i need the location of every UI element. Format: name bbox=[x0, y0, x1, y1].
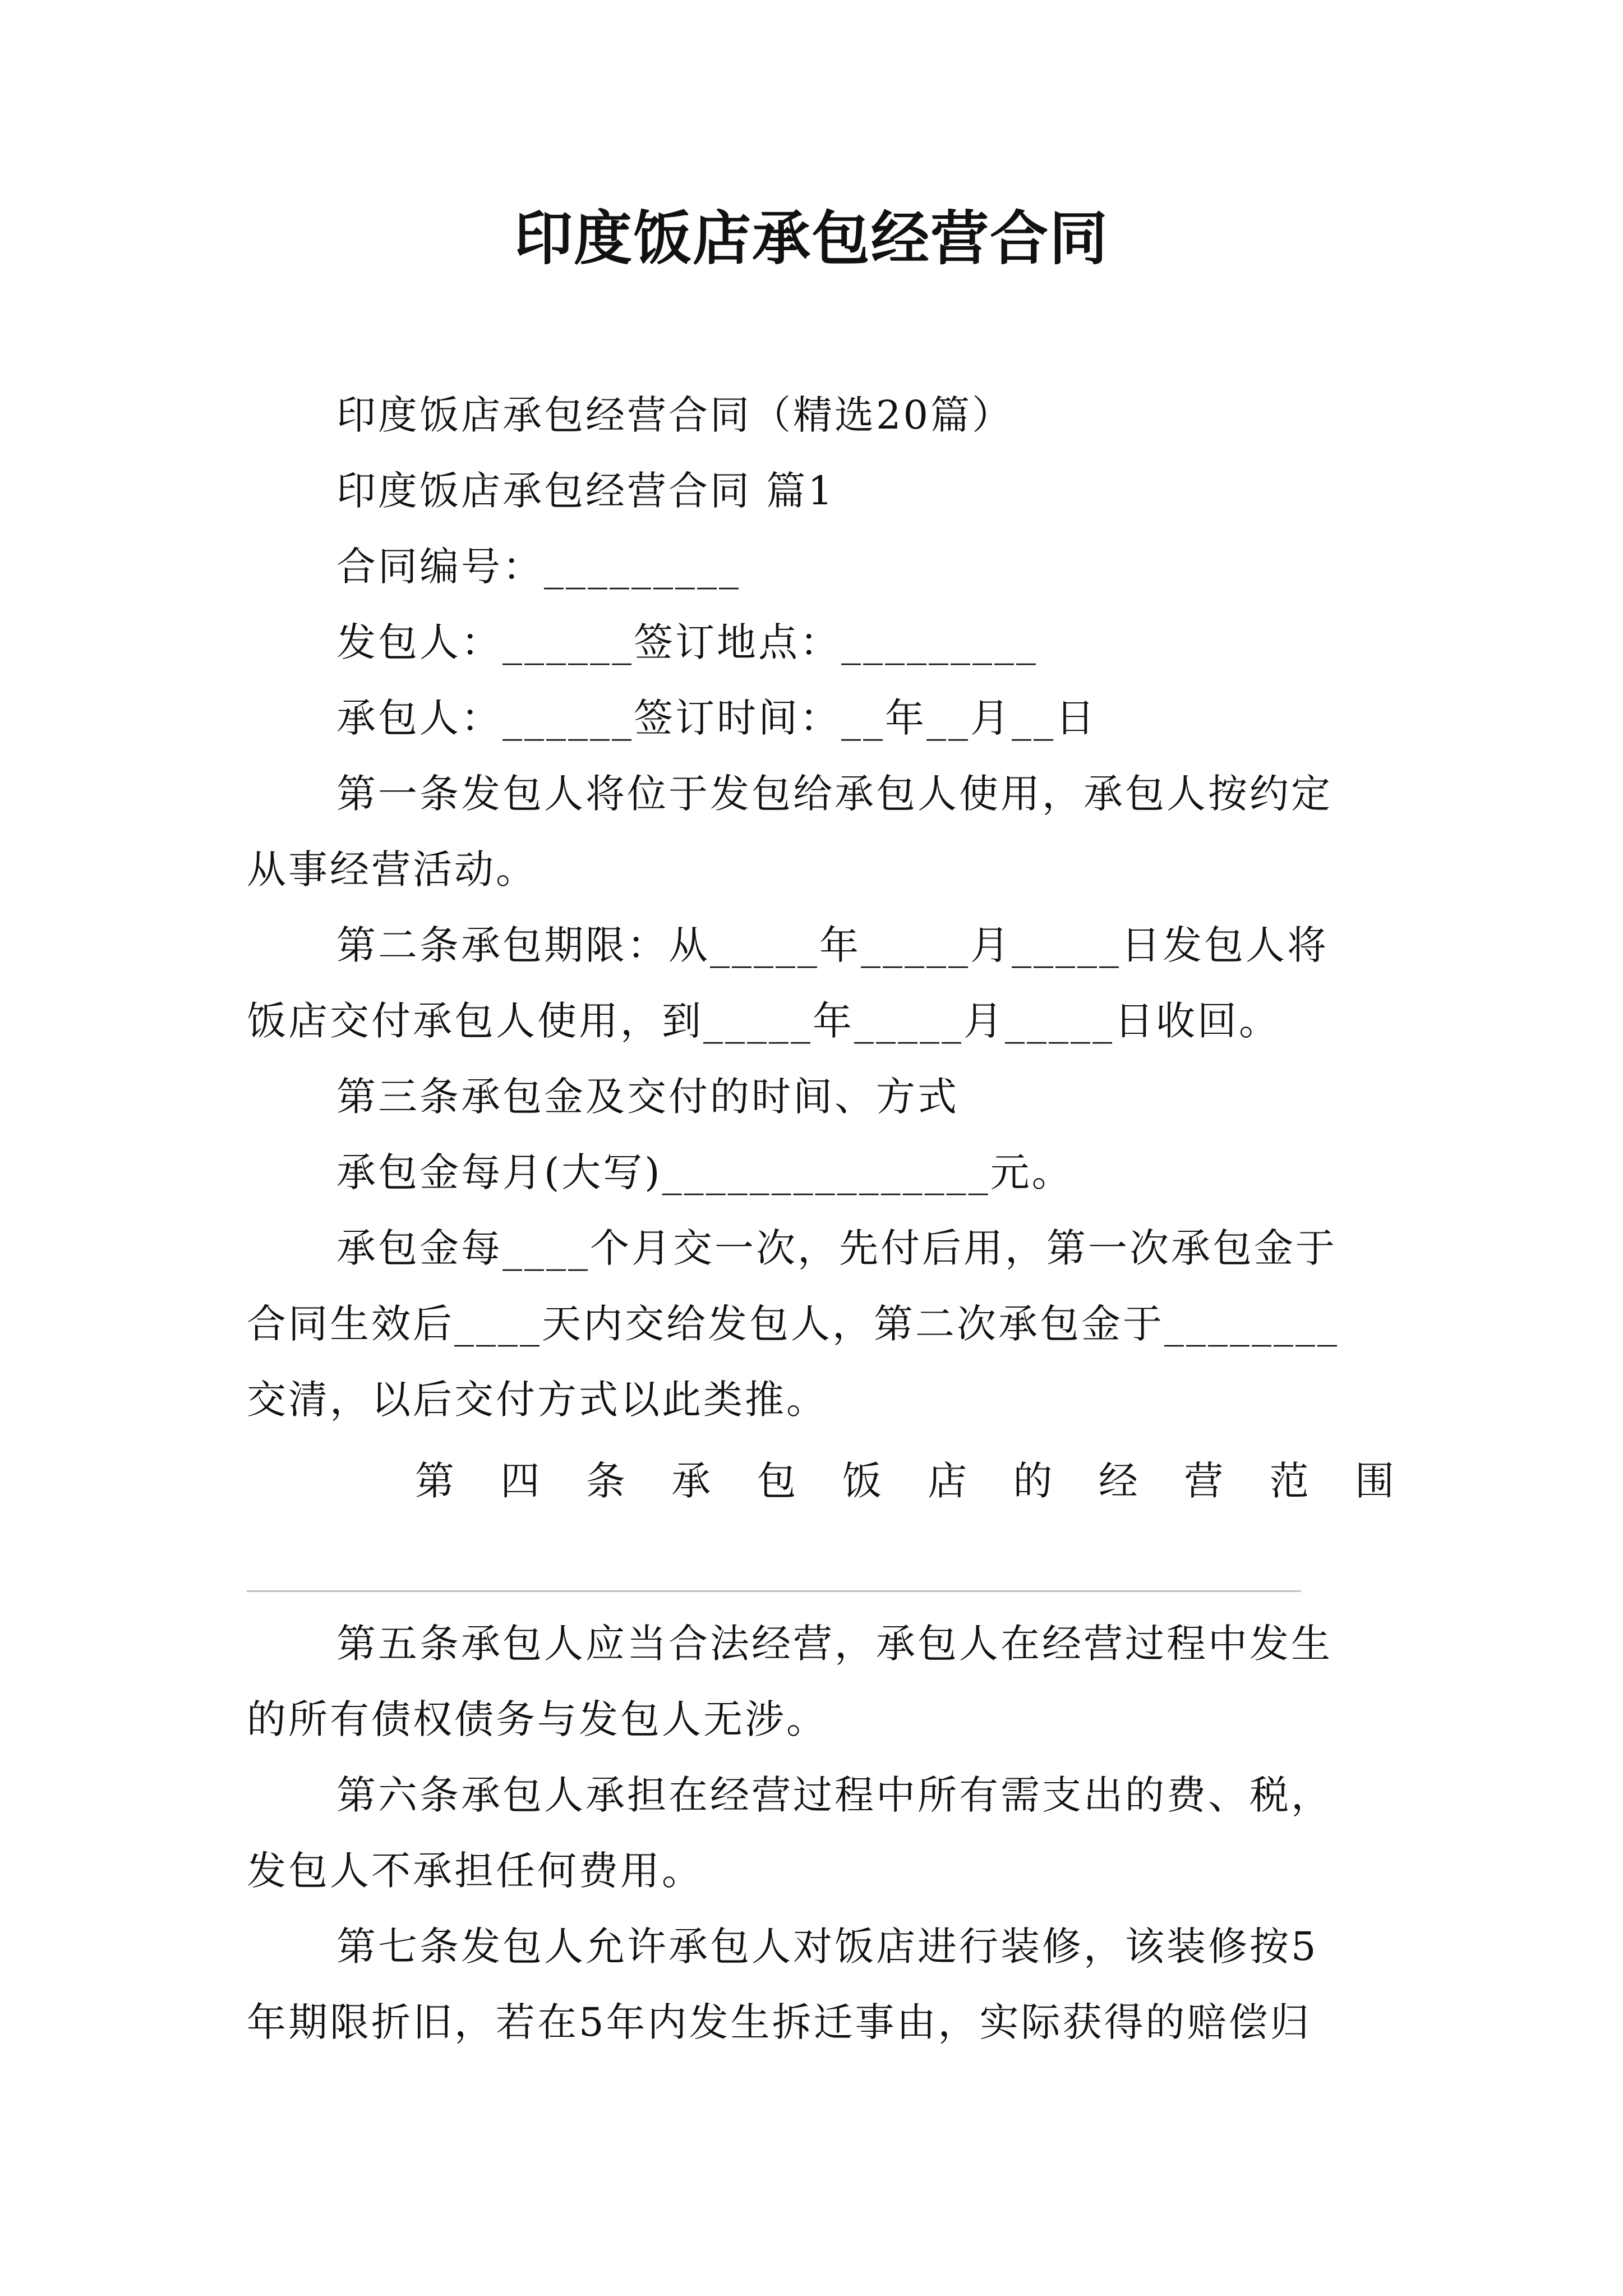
paragraph-line: 年期限折旧，若在5年内发生拆迁事由，实际获得的赔偿归 bbox=[247, 1999, 1312, 2045]
blank-fill-line bbox=[247, 1590, 1301, 1592]
heading-char: 范 bbox=[1269, 1458, 1311, 1504]
document-subtitle: 印度饭店承包经营合同（精选20篇） bbox=[336, 392, 1014, 438]
paragraph-line: 的所有债权债务与发包人无涉。 bbox=[247, 1696, 828, 1742]
heading-char: 条 bbox=[585, 1458, 628, 1504]
paragraph-line: 承包金每月(大写)_______________元。 bbox=[336, 1149, 1073, 1195]
paragraph-line: 交清，以后交付方式以此类推。 bbox=[247, 1377, 828, 1423]
heading-char: 包 bbox=[757, 1458, 799, 1504]
heading-char: 的 bbox=[1013, 1458, 1055, 1504]
paragraph-line: 饭店交付承包人使用，到_____年_____月_____日收回。 bbox=[247, 998, 1280, 1044]
paragraph-line: 合同生效后____天内交给发包人，第二次承包金于________ bbox=[247, 1301, 1339, 1347]
heading-char: 第 bbox=[415, 1458, 457, 1504]
heading-char: 店 bbox=[928, 1458, 970, 1504]
heading-char: 营 bbox=[1184, 1458, 1226, 1504]
paragraph-line: 从事经营活动。 bbox=[247, 846, 537, 892]
party-b-line: 承包人：______签订时间：__年__月__日 bbox=[336, 695, 1097, 741]
paragraph-line: 第六条承包人承担在经营过程中所有需支出的费、税， bbox=[336, 1772, 1332, 1818]
article-four-heading bbox=[415, 1453, 1396, 1509]
paragraph-line: 承包金每____个月交一次，先付后用，第一次承包金于 bbox=[336, 1225, 1337, 1271]
heading-char: 经 bbox=[1098, 1458, 1140, 1504]
heading-char: 饭 bbox=[842, 1458, 884, 1504]
contract-number-line: 合同编号：_________ bbox=[336, 544, 741, 590]
section-heading: 印度饭店承包经营合同 篇1 bbox=[336, 468, 835, 514]
heading-char: 四 bbox=[500, 1458, 542, 1504]
paragraph-line: 第二条承包期限：从_____年_____月_____日发包人将 bbox=[336, 922, 1329, 968]
paragraph-line: 第一条发包人将位于发包给承包人使用，承包人按约定 bbox=[336, 771, 1332, 817]
paragraph-line: 第七条发包人允许承包人对饭店进行装修，该装修按5 bbox=[336, 1924, 1318, 1970]
heading-char: 围 bbox=[1354, 1458, 1396, 1504]
paragraph-line: 第五条承包人应当合法经营，承包人在经营过程中发生 bbox=[336, 1621, 1332, 1667]
heading-char: 承 bbox=[671, 1458, 713, 1504]
party-a-line: 发包人：______签订地点：_________ bbox=[336, 619, 1038, 665]
document-title: 印度饭店承包经营合同 bbox=[514, 204, 1109, 273]
paragraph-line: 第三条承包金及交付的时间、方式 bbox=[336, 1074, 959, 1120]
paragraph-line: 发包人不承担任何费用。 bbox=[247, 1848, 703, 1894]
